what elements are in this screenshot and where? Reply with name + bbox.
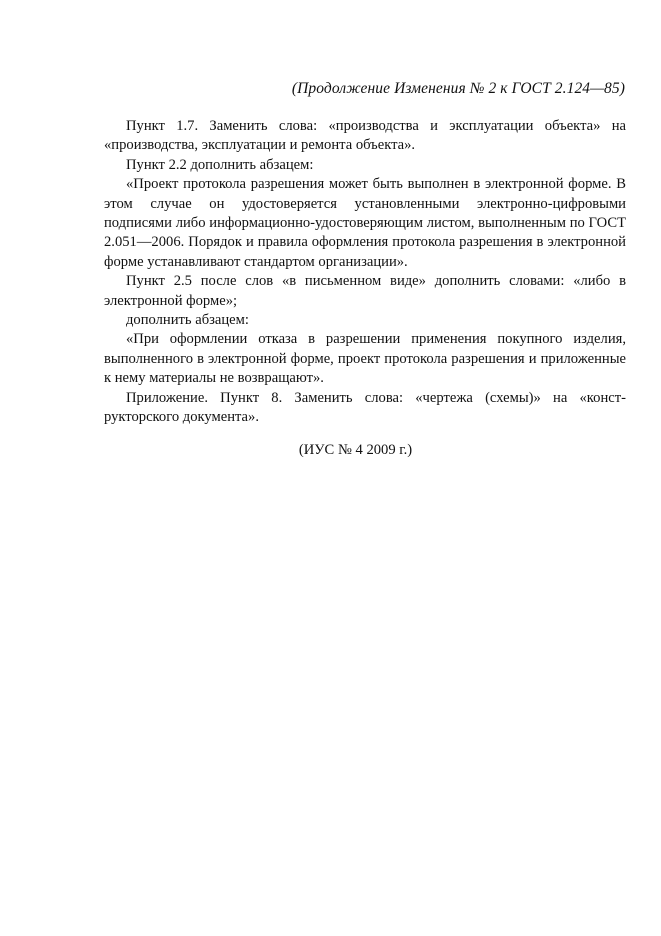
paragraph-item-2-2: Пункт 2.2 дополнить абзацем: (126, 156, 314, 173)
paragraph-appendix-item-8: Приложение. Пункт 8. Заменить слова: «чертежа (схемы)» на «конструкторского документа». (104, 389, 626, 426)
paragraph-add-clause: дополнить абзацем: (126, 312, 249, 329)
publication-source: (ИУС № 4 2009 г.) (298, 442, 413, 458)
paragraph-item-1-7: Пункт 1.7. Заменить слова: «производства и эксплуатации объекта» на «производства, эксплуатации и ремонта объекта». (104, 118, 626, 154)
paragraph-item-2-5: Пункт 2.5 после слов «в письменном виде» дополнить словами: «либо в электронной форме»; (104, 273, 626, 309)
amendment-text (104, 117, 626, 428)
paragraph-quote-electronic-form: «Проект протокола разрешения может быть выполнен в электронной форме. В этом случае он удостоверяется установленными электронно-цифровыми подписями либо информационно-удостоверяющим листом, выполненным по ГОСТ 2.051—2006. Порядок и правила оформления протокола разрешения в электронной форме устанавливают стандартом организации». (104, 176, 626, 270)
paragraph-quote-refusal: «При оформлении отказа в разрешении применения покупного изделия, выполненного в электронной форме, проект протокола разрешения и приложенные к нему материалы не возвращают». (104, 331, 626, 387)
continuation-header: (Продолжение Изменения № 2 к ГОСТ 2.124—85) (291, 80, 625, 97)
